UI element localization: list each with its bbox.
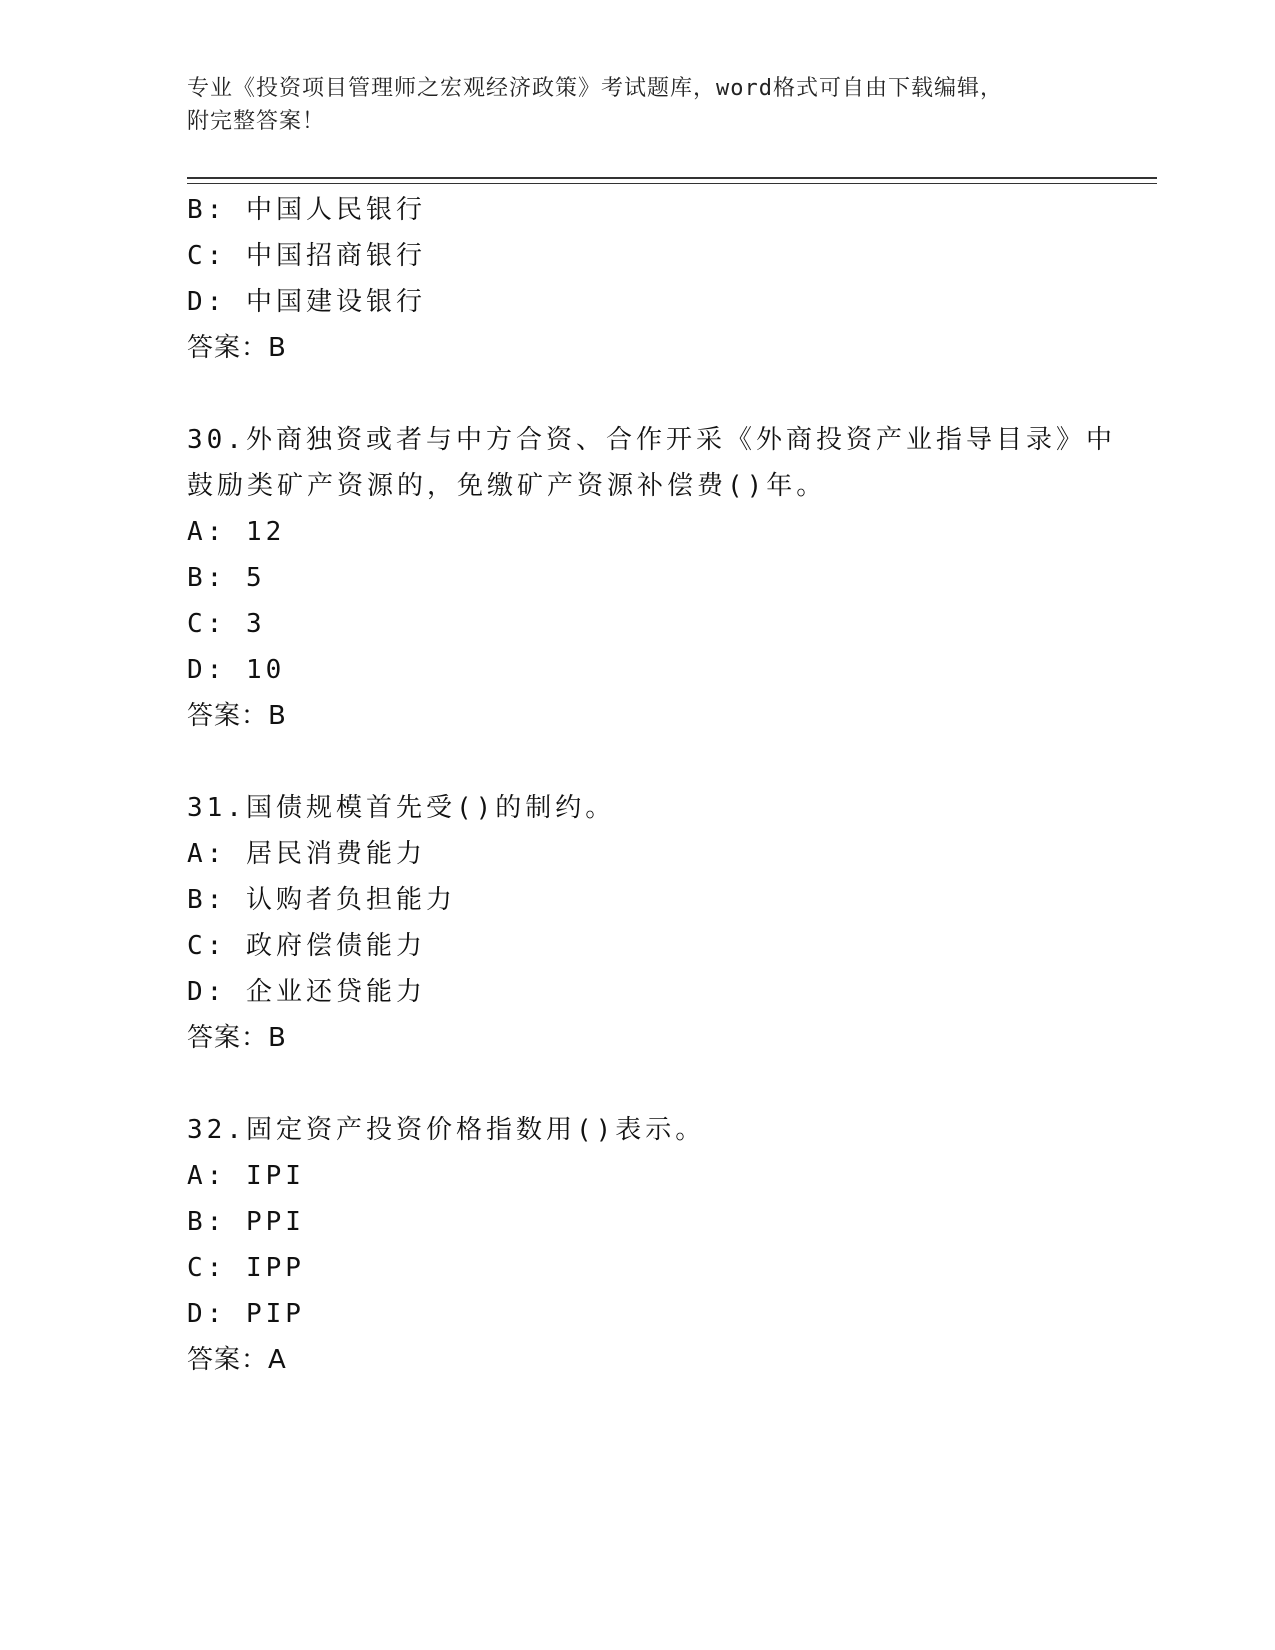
- option-c: C: 政府偿债能力: [187, 931, 426, 961]
- question-32: [187, 1107, 1087, 1383]
- spacer: [187, 371, 1087, 417]
- question-stem-line: 32.固定资产投资价格指数用()表示。: [187, 1115, 706, 1145]
- option-a: A: 居民消费能力: [187, 839, 426, 869]
- answer: 答案：B: [187, 1023, 287, 1053]
- header-line-2: 附完整答案！: [187, 109, 326, 134]
- question-content: [187, 187, 1116, 1383]
- question-30: [187, 417, 1116, 739]
- option-c: C: IPP: [187, 1253, 305, 1283]
- option-c: C: 中国招商银行: [187, 241, 426, 271]
- option-d: D: PIP: [187, 1299, 305, 1329]
- option-b: B: 5: [187, 563, 266, 593]
- option-b: B: PPI: [187, 1207, 305, 1237]
- header-line-1: 专业《投资项目管理师之宏观经济政策》考试题库，word格式可自由下载编辑，: [187, 76, 1003, 101]
- option-b: B: 中国人民银行: [187, 195, 426, 225]
- answer: 答案：B: [187, 701, 287, 731]
- header-divider-thin: [187, 183, 1157, 184]
- spacer: [187, 739, 1087, 785]
- spacer: [187, 1061, 1087, 1107]
- answer: 答案：B: [187, 333, 287, 363]
- header-divider-thick: [187, 177, 1157, 179]
- answer: 答案：A: [187, 1345, 287, 1375]
- option-c: C: 3: [187, 609, 266, 639]
- option-a: A: 12: [187, 517, 286, 547]
- option-a: A: IPI: [187, 1161, 305, 1191]
- question-stem-line: 鼓励类矿产资源的，免缴矿产资源补偿费()年。: [187, 471, 827, 501]
- question-stem-line: 30.外商独资或者与中方合资、合作开采《外商投资产业指导目录》中: [187, 425, 1116, 455]
- option-d: D: 10: [187, 655, 286, 685]
- option-d: D: 中国建设银行: [187, 287, 426, 317]
- question-31: [187, 785, 1087, 1061]
- option-b: B: 认购者负担能力: [187, 885, 456, 915]
- page-header: [187, 72, 1087, 138]
- option-d: D: 企业还贷能力: [187, 977, 426, 1007]
- question-stem-line: 31.国债规模首先受()的制约。: [187, 793, 616, 823]
